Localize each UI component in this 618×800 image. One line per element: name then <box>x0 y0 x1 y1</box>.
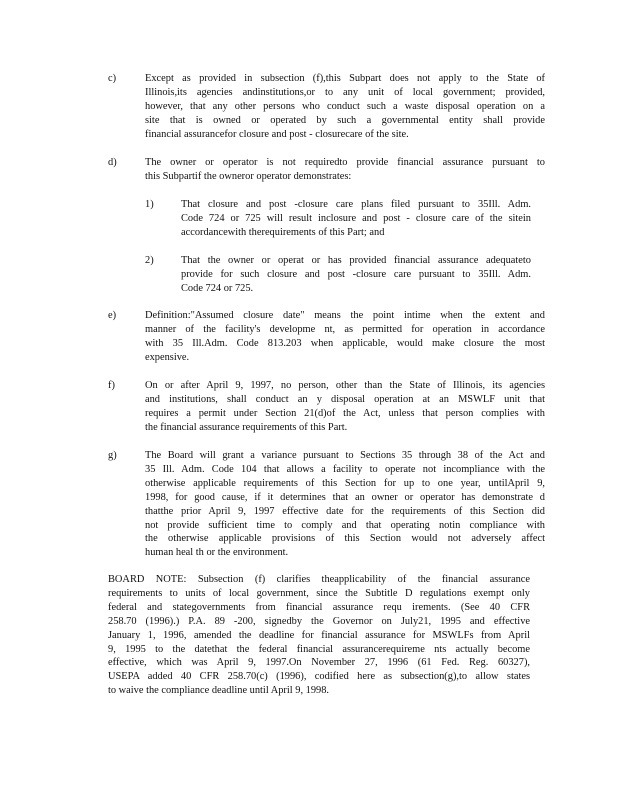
text-line: effective, which was April 9, 1997.On November 27, 1996 (61 Fed. Reg. 60327), <box>108 657 530 669</box>
text-line: Code 724 or 725. <box>181 282 254 294</box>
text-line: 35 Ill. Adm. Code 104 that allows a facility to operate not incompliance with the <box>145 463 545 475</box>
text-line: Except as provided in subsection (f),this Subpart does not apply to the State of <box>145 73 545 84</box>
text-line: provide for such closure and post -closure care pursuant to 35Ill. Adm. <box>181 268 531 280</box>
section-d-item-1-text <box>181 198 531 240</box>
text-line: The owner or operator is not requiredto provide financial assurance pursuant to <box>145 157 545 168</box>
section-d-item-1-marker: 1) <box>145 199 154 210</box>
text-line: That closure and post -closure care plans filed pursuant to 35Ill. Adm. <box>181 199 531 210</box>
text-line: not provide sufficient time to comply and that operating notin compliance with <box>145 519 545 531</box>
text-line: accordancewith therequirements of this Part; and <box>181 226 385 238</box>
section-e <box>108 309 548 365</box>
text-line: however, that any other persons who conduct such a waste disposal operation on a <box>145 100 545 112</box>
text-line: requirements to units of local government, since the Subtitle D regulations exempt only <box>108 587 530 599</box>
text-line: this Subpartif the owneror operator demonstrates: <box>145 170 352 182</box>
text-line: the otherwise applicable provisions of this Section would not adversely affect <box>145 533 545 545</box>
text-line: requires a permit under Section 21(d)of the Act, unless that person complies with <box>145 407 545 419</box>
text-line: and institutions, shall conduct an y disposal operation at an MSWLF unit that <box>145 393 545 405</box>
text-line: BOARD NOTE: Subsection (f) clarifies theapplicability of the financial assurance <box>108 574 530 585</box>
text-line: human heal th or the environment. <box>145 547 289 559</box>
text-line: federal and stategovernments from financial assurance requ irements. (See 40 CFR <box>108 601 530 613</box>
section-c-marker: c) <box>108 73 117 84</box>
section-g-marker: g) <box>108 450 117 461</box>
text-line: thatthe prior April 9, 1997 effective date for the requirements of this Section did <box>145 505 545 517</box>
text-line: 1998, for good cause, if it determines that an owner or operator has demonstrate d <box>145 491 545 503</box>
text-line: manner of the facility's developme nt, as permitted for operation in accordance <box>145 323 545 335</box>
section-f <box>108 379 548 435</box>
text-line: Definition:"Assumed closure date" means the point intime when the extent and <box>145 310 545 321</box>
text-line: Illinois,its agencies andinstitutions,or to any unit of local government; provided, <box>145 86 545 98</box>
section-e-marker: e) <box>108 310 117 321</box>
text-line: The Board will grant a variance pursuant to Sections 35 through 38 of the Act and <box>145 450 545 461</box>
text-line: That the owner or operat or has provided financial assurance adequateto <box>181 255 531 266</box>
text-line: USEPA added 40 CFR 258.70(c) (1996), codified here as subsection(g),to allow states <box>108 671 530 683</box>
section-d-item-1 <box>145 198 535 240</box>
section-e-text <box>145 309 545 365</box>
section-d <box>108 156 548 184</box>
text-line: expensive. <box>145 351 190 363</box>
section-c-text <box>145 72 545 142</box>
text-line: otherwise applicable requirements of this Section for up to one year, untilApril 9, <box>145 477 545 489</box>
text-line: On or after April 9, 1997, no person, other than the State of Illinois, its agencies <box>145 380 545 391</box>
board-note <box>108 573 530 698</box>
section-g-text <box>145 449 545 560</box>
section-c <box>108 72 548 142</box>
section-d-item-2 <box>145 254 535 296</box>
text-line: Code 724 or 725 will result inclosure and post - closure care of the sitein <box>181 212 531 224</box>
text-line: 9, 1995 to the datethat the federal financial assurancerequireme nts actually become <box>108 643 530 655</box>
text-line: site that is owned or operated by such a governmental entity shall provide <box>145 114 545 126</box>
text-line: to waive the compliance deadline until April 9, 1998. <box>108 685 330 697</box>
section-d-marker: d) <box>108 157 117 168</box>
section-d-item-2-marker: 2) <box>145 255 154 266</box>
section-d-text <box>145 156 545 184</box>
text-line: January 1, 1996, amended the deadline for financial assurance for MSWLFs from April <box>108 629 530 641</box>
section-f-marker: f) <box>108 380 115 391</box>
text-line: financial assurancefor closure and post - closurecare of the site. <box>145 128 409 140</box>
text-line: 258.70 (1996).) P.A. 89 -200, signedby the Governor on July21, 1995 and effective <box>108 615 530 627</box>
section-d-item-2-text <box>181 254 531 296</box>
text-line: with 35 Ill.Adm. Code 813.203 when applicable, would make closure the most <box>145 337 545 349</box>
section-f-text <box>145 379 545 435</box>
section-g <box>108 449 548 560</box>
text-line: the financial assurance requirements of this Part. <box>145 421 348 433</box>
